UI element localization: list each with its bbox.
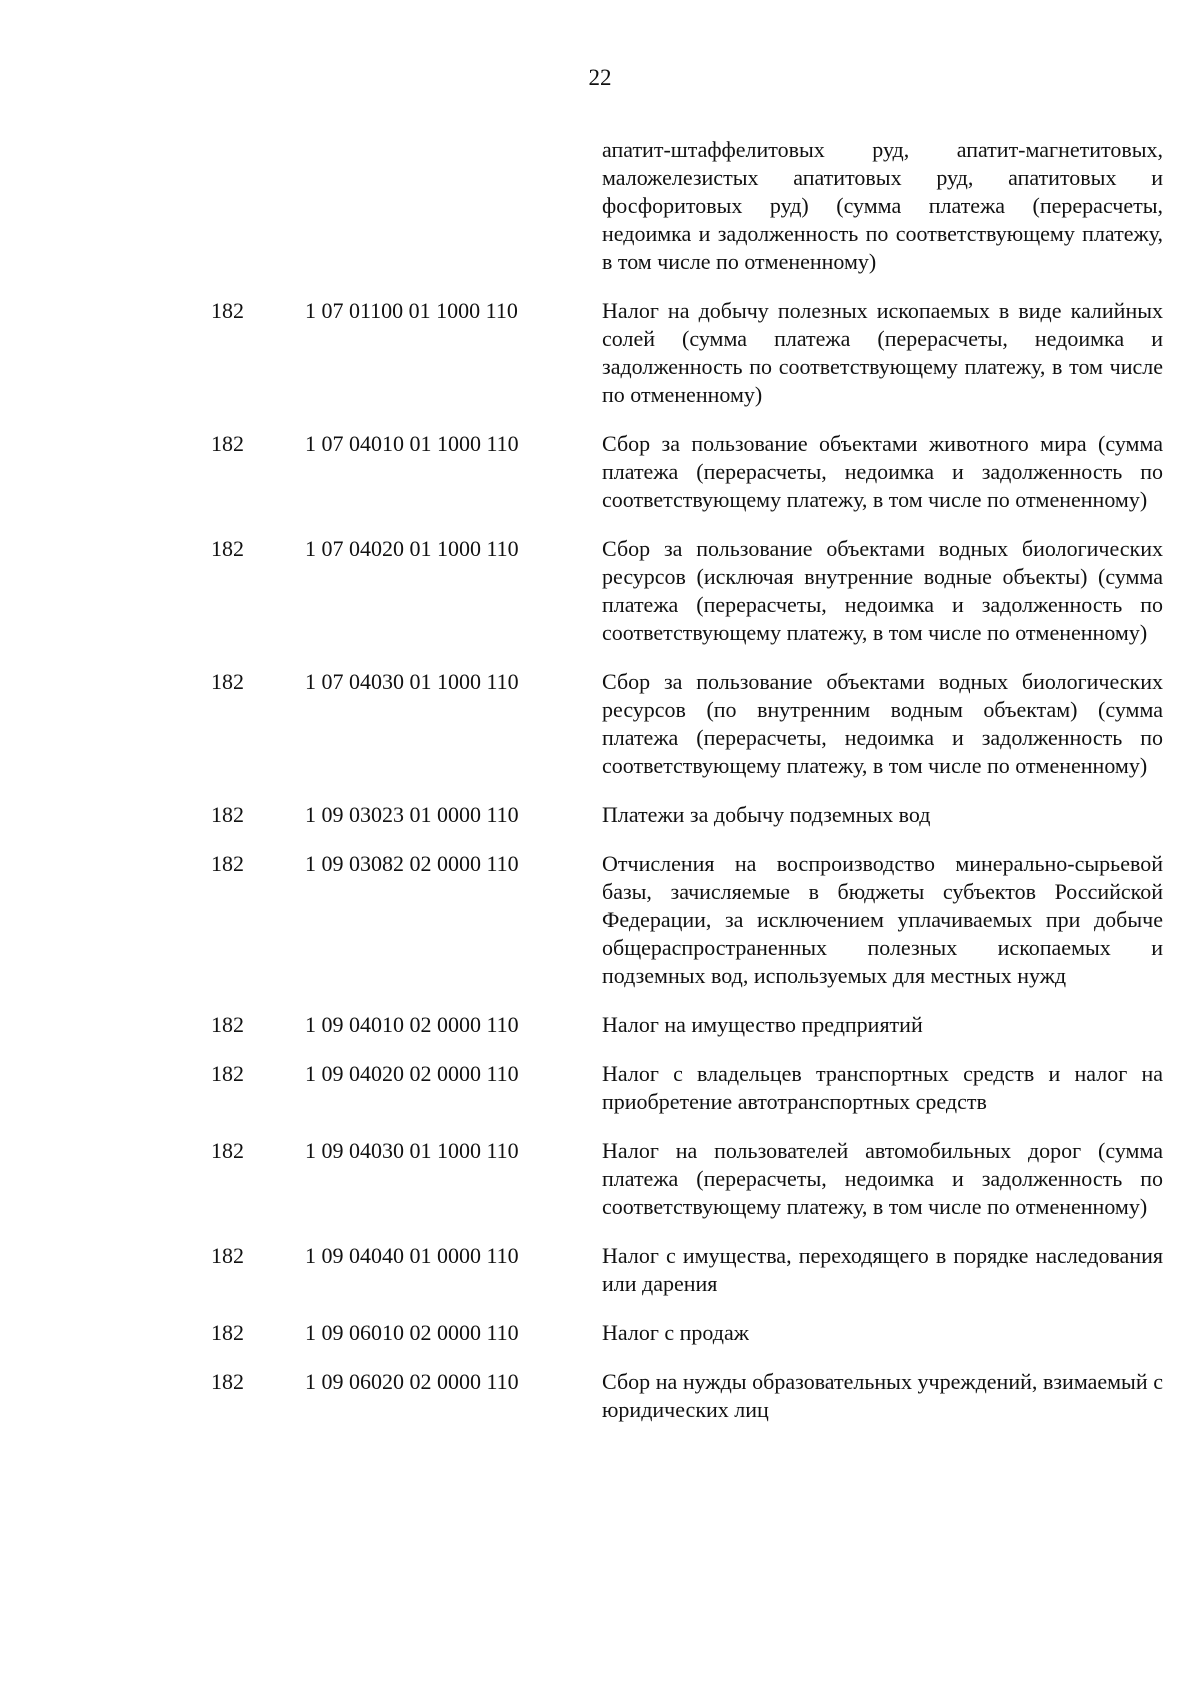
row-admin-code: 182 xyxy=(211,298,244,323)
page-number: 22 xyxy=(588,65,612,90)
table-row xyxy=(0,1319,1200,1347)
row-admin-code: 182 xyxy=(211,1138,244,1163)
row-description: Сбор на нужды образовательных учреждений, взимаемый с юридических лиц xyxy=(602,1369,1163,1422)
row-description: Отчисления на воспроизводство минерально-сырьевой базы, зачисляемые в бюджеты субъектов Российской Федерации, за исключением уплачиваемых при добыче общераспространенных полезных ископаемых и подземных вод, используемых для местных нужд xyxy=(602,851,1163,988)
table-row xyxy=(0,297,1200,409)
table-row xyxy=(0,1011,1200,1039)
row-admin-code: 182 xyxy=(211,1320,244,1345)
table-row xyxy=(0,1137,1200,1221)
table-row xyxy=(0,1368,1200,1424)
row-description: Платежи за добычу подземных вод xyxy=(602,802,931,827)
table-row xyxy=(0,1242,1200,1298)
row-budget-code: 1 07 04020 01 1000 110 xyxy=(305,536,519,561)
row-admin-code: 182 xyxy=(211,1061,244,1086)
row-admin-code: 182 xyxy=(211,802,244,827)
row-admin-code: 182 xyxy=(211,1369,244,1394)
row-description: Сбор за пользование объектами водных биологических ресурсов (исключая внутренние водные объекты) (сумма платежа (перерасчеты, недоимка и задолженность по соответствующему платежу, в том числе по отмененному) xyxy=(602,536,1163,645)
row-budget-code: 1 09 04030 01 1000 110 xyxy=(305,1138,519,1163)
row-budget-code: 1 09 04010 02 0000 110 xyxy=(305,1012,519,1037)
row-description: апатит-штаффелитовых руд, апатит-магнетитовых, маложелезистых апатитовых руд, апатитовых и фосфоритовых руд) (сумма платежа (перерасчеты, недоимка и задолженность по соответствующему платежу, в том числе по отмененному) xyxy=(602,137,1163,274)
row-description: Налог с имущества, переходящего в порядке наследования или дарения xyxy=(602,1243,1163,1296)
row-description: Налог на имущество предприятий xyxy=(602,1012,923,1037)
row-budget-code: 1 07 04010 01 1000 110 xyxy=(305,431,519,456)
row-admin-code: 182 xyxy=(211,431,244,456)
row-budget-code: 1 09 03082 02 0000 110 xyxy=(305,851,519,876)
revenue-codes-table xyxy=(0,136,1200,1445)
table-row xyxy=(0,535,1200,647)
row-budget-code: 1 09 04020 02 0000 110 xyxy=(305,1061,519,1086)
row-budget-code: 1 09 06010 02 0000 110 xyxy=(305,1320,519,1345)
table-row xyxy=(0,668,1200,780)
row-budget-code: 1 07 04030 01 1000 110 xyxy=(305,669,519,694)
row-description: Сбор за пользование объектами водных биологических ресурсов (по внутренним водным объектам) (сумма платежа (перерасчеты, недоимка и задолженность по соответствующему платежу, в том числе по отмененному) xyxy=(602,669,1163,778)
table-row xyxy=(0,801,1200,829)
row-budget-code: 1 09 03023 01 0000 110 xyxy=(305,802,519,827)
row-description: Сбор за пользование объектами животного мира (сумма платежа (перерасчеты, недоимка и задолженность по соответствующему платежу, в том числе по отмененному) xyxy=(602,431,1163,512)
row-admin-code: 182 xyxy=(211,851,244,876)
table-row-continuation xyxy=(0,136,1200,276)
table-row xyxy=(0,430,1200,514)
row-admin-code: 182 xyxy=(211,669,244,694)
row-description: Налог на добычу полезных ископаемых в виде калийных солей (сумма платежа (перерасчеты, недоимка и задолженность по соответствующему платежу, в том числе по отмененному) xyxy=(602,298,1163,407)
row-description: Налог с владельцев транспортных средств и налог на приобретение автотранспортных средств xyxy=(602,1061,1163,1114)
row-description: Налог на пользователей автомобильных дорог (сумма платежа (перерасчеты, недоимка и задолженность по соответствующему платежу, в том числе по отмененному) xyxy=(602,1138,1163,1219)
row-budget-code: 1 09 04040 01 0000 110 xyxy=(305,1243,519,1268)
row-admin-code: 182 xyxy=(211,1243,244,1268)
table-row xyxy=(0,850,1200,990)
table-row xyxy=(0,1060,1200,1116)
row-admin-code: 182 xyxy=(211,1012,244,1037)
row-budget-code: 1 09 06020 02 0000 110 xyxy=(305,1369,519,1394)
row-budget-code: 1 07 01100 01 1000 110 xyxy=(305,298,518,323)
row-admin-code: 182 xyxy=(211,536,244,561)
row-description: Налог с продаж xyxy=(602,1320,749,1345)
